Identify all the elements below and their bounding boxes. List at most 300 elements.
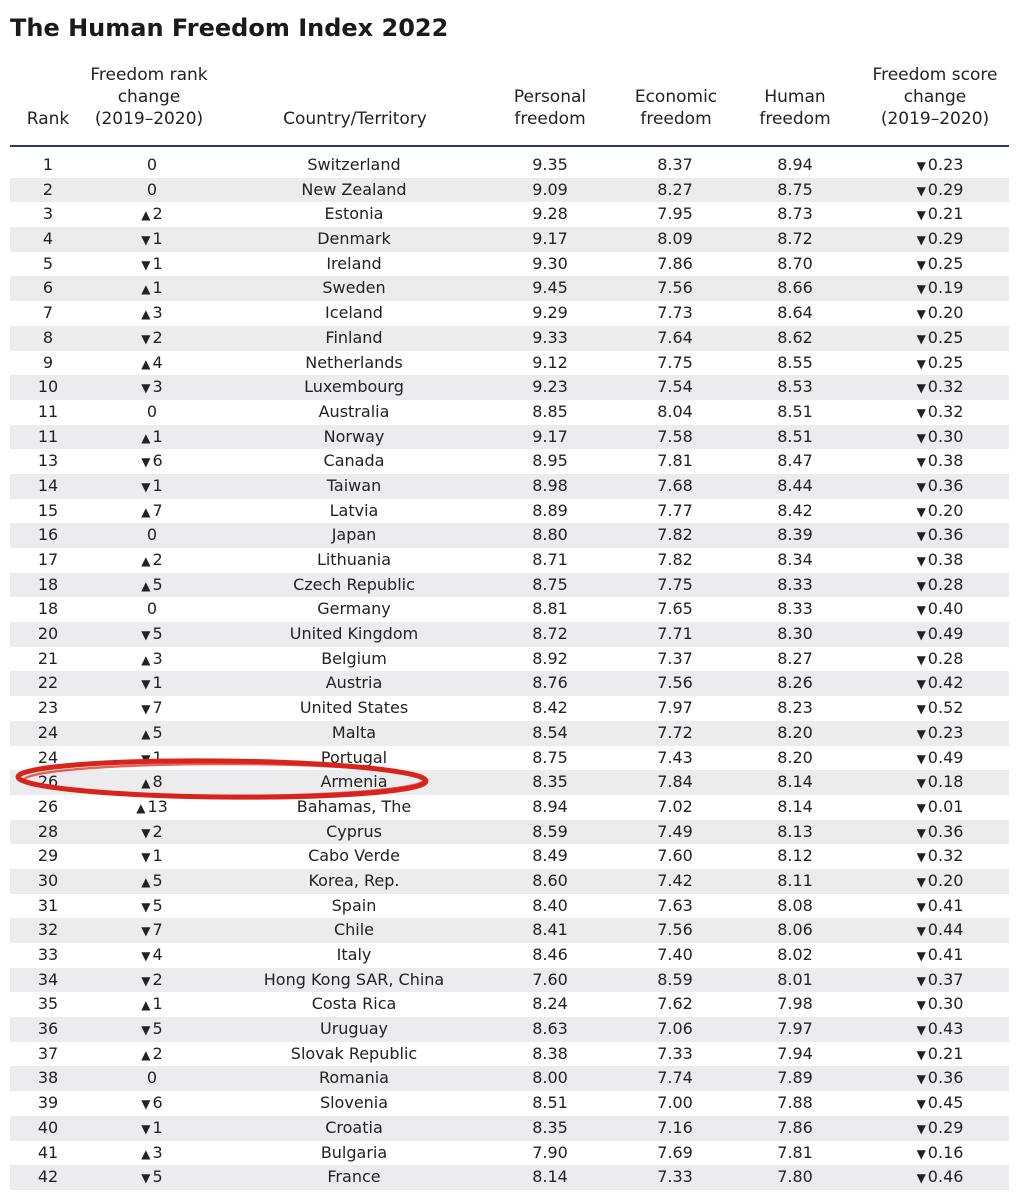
human-freedom-cell: 7.97 [777, 1019, 813, 1039]
personal-freedom-cell: 8.46 [532, 945, 568, 964]
rank-cell: 26 [37, 796, 59, 816]
rank-cell: 18 [37, 599, 59, 619]
human-freedom-cell: 8.47 [777, 451, 813, 471]
rank-cell: 36 [37, 1019, 59, 1039]
table-row [10, 474, 1009, 499]
rank-change-value: 1 [152, 475, 163, 495]
economic-freedom-cell: 7.33 [657, 1167, 693, 1187]
rank-change-value: 5 [152, 1167, 163, 1187]
country-cell: Romania [319, 1068, 389, 1088]
score-change-value: 0.36 [927, 1068, 964, 1088]
country-cell: Denmark [317, 229, 391, 249]
rank-cell: 33 [37, 945, 59, 964]
rank-change-value: 3 [152, 648, 163, 668]
score-change-cell [890, 499, 990, 525]
economic-freedom-cell: 7.82 [657, 550, 693, 569]
rank-down-icon: ▼ [141, 677, 151, 692]
score-change-value: 0.30 [927, 994, 964, 1014]
score-down-icon: ▼ [916, 356, 926, 371]
country-cell: Cabo Verde [308, 846, 400, 866]
table-row [10, 178, 1009, 203]
rank-up-icon: ▲ [141, 1047, 151, 1062]
rank-cell: 23 [37, 698, 59, 718]
personal-freedom-cell: 8.41 [532, 920, 568, 940]
rank-cell: 2 [42, 179, 54, 199]
rank-change-cell [106, 1141, 198, 1167]
rank-change-value: 13 [147, 796, 168, 816]
score-change-cell [890, 992, 990, 1018]
personal-freedom-cell: 8.75 [532, 747, 568, 767]
country-cell: Norway [323, 426, 385, 446]
score-change-cell [890, 943, 990, 969]
human-freedom-cell: 8.51 [777, 426, 813, 446]
economic-freedom-cell: 7.72 [657, 722, 693, 742]
rank-change-value: 1 [152, 229, 163, 249]
score-change-value: 0.46 [927, 1167, 964, 1187]
score-change-value: 0.19 [927, 278, 964, 298]
score-change-cell [890, 375, 990, 401]
human-freedom-cell: 8.55 [777, 352, 813, 372]
personal-freedom-cell: 8.85 [532, 401, 568, 421]
rank-change-value: 2 [152, 327, 163, 347]
rank-change-value: 0 [146, 599, 158, 619]
table-row [10, 795, 1009, 820]
score-change-cell [890, 1042, 990, 1068]
country-cell: Bulgaria [320, 1142, 388, 1162]
country-cell: Canada [323, 451, 385, 471]
rank-change-cell [106, 1017, 198, 1043]
score-down-icon: ▼ [916, 183, 926, 198]
human-freedom-cell: 7.98 [777, 994, 813, 1014]
table-row [10, 918, 1009, 943]
rank-cell: 6 [42, 278, 54, 298]
rank-down-icon: ▼ [141, 825, 151, 840]
human-freedom-cell: 7.81 [777, 1142, 813, 1162]
economic-freedom-cell: 7.75 [657, 574, 693, 594]
rank-change-cell [106, 1042, 198, 1068]
country-cell: Czech Republic [293, 574, 415, 594]
score-change-cell [890, 597, 990, 623]
score-change-value: 0.38 [927, 451, 964, 471]
rank-cell: 31 [37, 895, 59, 915]
score-down-icon: ▼ [916, 628, 926, 643]
economic-freedom-cell: 7.71 [657, 624, 693, 644]
score-change-value: 0.01 [927, 796, 964, 816]
score-change-value: 0.25 [927, 253, 964, 273]
rank-change-cell [106, 326, 198, 352]
rank-down-icon: ▼ [141, 702, 151, 717]
personal-freedom-cell: 7.60 [532, 969, 568, 989]
rank-change-value: 1 [152, 1117, 163, 1137]
economic-freedom-cell: 7.77 [657, 500, 693, 520]
rank-change-cell [106, 696, 198, 722]
column-header-score-change: Freedom score change (2019–2020) [872, 65, 998, 129]
personal-freedom-cell: 8.89 [532, 500, 568, 520]
score-down-icon: ▼ [916, 850, 926, 865]
economic-freedom-cell: 7.58 [657, 426, 693, 446]
personal-freedom-cell: 8.38 [532, 1043, 568, 1063]
score-change-cell [890, 523, 990, 549]
country-cell: Costa Rica [311, 994, 397, 1014]
personal-freedom-cell: 8.59 [532, 821, 568, 841]
human-freedom-cell: 8.73 [777, 204, 813, 224]
rank-change-value: 1 [152, 426, 163, 446]
table-row [10, 844, 1009, 869]
rank-change-cell [106, 449, 198, 475]
rank-up-icon: ▲ [141, 998, 151, 1013]
score-down-icon: ▼ [916, 504, 926, 519]
rank-cell: 34 [37, 969, 59, 989]
table-row [10, 1066, 1009, 1091]
personal-freedom-cell: 8.00 [532, 1068, 568, 1088]
economic-freedom-cell: 7.86 [657, 253, 693, 273]
rank-change-value: 5 [152, 574, 163, 594]
score-change-cell [890, 449, 990, 475]
human-freedom-cell: 8.66 [777, 278, 813, 298]
rank-change-cell [106, 573, 198, 599]
rank-down-icon: ▼ [141, 381, 151, 396]
human-freedom-cell: 8.75 [777, 179, 813, 199]
score-change-cell [890, 202, 990, 228]
economic-freedom-cell: 7.40 [657, 945, 693, 964]
personal-freedom-cell: 8.14 [532, 1167, 568, 1187]
rank-cell: 38 [37, 1068, 59, 1088]
rank-down-icon: ▼ [141, 628, 151, 643]
score-change-cell [890, 425, 990, 451]
score-down-icon: ▼ [916, 998, 926, 1013]
rank-change-value: 2 [152, 204, 163, 224]
rank-cell: 24 [37, 747, 59, 767]
economic-freedom-cell: 7.00 [657, 1093, 693, 1113]
rank-cell: 17 [37, 550, 59, 569]
score-change-cell [890, 869, 990, 895]
table-row [10, 276, 1009, 301]
score-down-icon: ▼ [916, 1023, 926, 1038]
score-change-value: 0.43 [927, 1019, 964, 1039]
score-change-cell [890, 844, 990, 870]
column-header-country: Country/Territory [283, 109, 427, 129]
country-cell: Sweden [322, 278, 386, 298]
rank-change-cell [106, 499, 198, 525]
rank-cell: 3 [42, 204, 54, 224]
human-freedom-cell: 8.27 [777, 648, 813, 668]
rank-change-value: 5 [152, 895, 163, 915]
table-row [10, 375, 1009, 400]
score-change-value: 0.28 [927, 648, 964, 668]
rank-change-cell [106, 178, 198, 203]
human-freedom-cell: 7.80 [777, 1167, 813, 1187]
score-change-value: 0.52 [927, 698, 964, 718]
score-down-icon: ▼ [916, 208, 926, 223]
personal-freedom-cell: 9.30 [532, 253, 568, 273]
economic-freedom-cell: 7.75 [657, 352, 693, 372]
economic-freedom-cell: 7.56 [657, 673, 693, 693]
table-row [10, 523, 1009, 548]
rank-cell: 9 [42, 352, 54, 372]
score-change-cell [890, 326, 990, 352]
score-change-value: 0.18 [927, 772, 964, 792]
score-change-value: 0.29 [927, 179, 964, 199]
economic-freedom-cell: 7.68 [657, 475, 693, 495]
economic-freedom-cell: 7.62 [657, 994, 693, 1014]
rank-down-icon: ▼ [141, 899, 151, 914]
table-row [10, 153, 1009, 178]
rank-down-icon: ▼ [141, 973, 151, 988]
rank-change-value: 3 [152, 1142, 163, 1162]
score-change-value: 0.28 [927, 574, 964, 594]
rank-down-icon: ▼ [141, 1121, 151, 1136]
score-change-value: 0.21 [927, 204, 964, 224]
score-change-value: 0.36 [927, 821, 964, 841]
rank-change-value: 7 [152, 920, 163, 940]
score-change-cell [890, 276, 990, 302]
score-change-value: 0.40 [927, 599, 964, 619]
score-change-value: 0.20 [927, 500, 964, 520]
table-row [10, 746, 1009, 771]
rank-down-icon: ▼ [141, 331, 151, 346]
economic-freedom-cell: 8.09 [657, 229, 693, 249]
table-row [10, 227, 1009, 252]
table-row [10, 671, 1009, 696]
rank-cell: 41 [37, 1142, 59, 1162]
rank-change-value: 8 [152, 772, 163, 792]
rank-down-icon: ▼ [141, 949, 151, 963]
rank-up-icon: ▲ [141, 652, 151, 667]
rank-change-cell [106, 548, 198, 574]
personal-freedom-cell: 8.98 [532, 475, 568, 495]
rank-change-cell [106, 1091, 198, 1117]
header-rule [10, 145, 1009, 147]
rank-cell: 24 [37, 722, 59, 742]
score-change-value: 0.20 [927, 870, 964, 890]
human-freedom-cell: 8.12 [777, 846, 813, 866]
rank-change-cell [106, 523, 198, 548]
human-freedom-cell: 7.86 [777, 1117, 813, 1137]
table-body [10, 153, 1009, 1190]
score-down-icon: ▼ [916, 159, 926, 173]
rank-change-value: 3 [152, 377, 163, 397]
score-down-icon: ▼ [916, 726, 926, 741]
score-change-value: 0.23 [927, 722, 964, 742]
column-header-human-freedom: Human freedom [759, 87, 831, 129]
score-down-icon: ▼ [916, 307, 926, 322]
human-freedom-cell: 7.88 [777, 1093, 813, 1113]
score-down-icon: ▼ [916, 1047, 926, 1062]
score-down-icon: ▼ [916, 800, 926, 815]
table-row [10, 202, 1009, 227]
rank-change-cell [106, 1116, 198, 1142]
rank-change-value: 5 [152, 1019, 163, 1039]
country-cell: New Zealand [301, 179, 407, 199]
table-row [10, 869, 1009, 894]
human-freedom-cell: 8.11 [777, 870, 813, 890]
rank-change-cell [106, 844, 198, 870]
rank-change-value: 3 [152, 303, 163, 323]
rank-change-cell [106, 770, 198, 796]
score-down-icon: ▼ [916, 1097, 926, 1112]
score-change-value: 0.25 [927, 327, 964, 347]
score-down-icon: ▼ [916, 874, 926, 889]
score-change-cell [890, 1141, 990, 1167]
score-down-icon: ▼ [916, 1171, 926, 1186]
personal-freedom-cell: 8.72 [532, 624, 568, 644]
rank-change-cell [106, 1066, 198, 1091]
economic-freedom-cell: 8.37 [657, 155, 693, 174]
rank-change-cell [106, 252, 198, 278]
table-header [10, 62, 1009, 144]
personal-freedom-cell: 8.81 [532, 599, 568, 619]
score-change-cell [890, 647, 990, 673]
score-down-icon: ▼ [916, 405, 926, 420]
score-change-value: 0.20 [927, 303, 964, 323]
rank-cell: 42 [37, 1167, 59, 1187]
rank-change-value: 0 [146, 525, 158, 545]
human-freedom-cell: 8.70 [777, 253, 813, 273]
country-cell: Latvia [329, 500, 379, 520]
rank-down-icon: ▼ [141, 751, 151, 766]
rank-change-cell [106, 943, 198, 969]
country-cell: Malta [331, 722, 377, 742]
score-down-icon: ▼ [916, 554, 926, 568]
table-row [10, 696, 1009, 721]
country-cell: Bahamas, The [296, 796, 412, 816]
rank-change-value: 2 [152, 969, 163, 989]
country-cell: Slovak Republic [290, 1043, 418, 1063]
score-down-icon: ▼ [916, 331, 926, 346]
score-change-cell [890, 474, 990, 500]
score-down-icon: ▼ [916, 677, 926, 692]
rank-cell: 29 [37, 846, 59, 866]
score-change-cell [890, 770, 990, 796]
personal-freedom-cell: 9.23 [532, 377, 568, 397]
score-change-value: 0.25 [927, 352, 964, 372]
score-change-cell [890, 178, 990, 204]
economic-freedom-cell: 7.95 [657, 204, 693, 224]
table-row [10, 1091, 1009, 1116]
table-row [10, 1141, 1009, 1166]
score-change-value: 0.29 [927, 229, 964, 249]
human-freedom-cell: 7.89 [777, 1068, 813, 1088]
rank-change-value: 0 [146, 155, 158, 174]
country-cell: United Kingdom [289, 624, 419, 644]
column-header-economic-freedom: Economic freedom [634, 87, 718, 129]
rank-change-cell [106, 968, 198, 994]
human-freedom-cell: 8.06 [777, 920, 813, 940]
table-row [10, 647, 1009, 672]
personal-freedom-cell: 8.95 [532, 451, 568, 471]
human-freedom-cell: 8.26 [777, 673, 813, 693]
human-freedom-cell: 8.23 [777, 698, 813, 718]
score-change-value: 0.42 [927, 673, 964, 693]
economic-freedom-cell: 7.63 [657, 895, 693, 915]
rank-change-value: 5 [152, 870, 163, 890]
rank-change-cell [106, 400, 198, 425]
score-change-cell [890, 746, 990, 772]
personal-freedom-cell: 9.33 [532, 327, 568, 347]
rank-change-value: 5 [152, 722, 163, 742]
score-change-cell [890, 1091, 990, 1117]
rank-cell: 18 [37, 574, 59, 594]
score-change-cell [890, 1116, 990, 1142]
rank-change-cell [106, 351, 198, 377]
rank-change-value: 2 [152, 1043, 163, 1063]
score-change-value: 0.36 [927, 525, 964, 545]
score-change-value: 0.49 [927, 747, 964, 767]
rank-down-icon: ▼ [141, 924, 151, 939]
score-down-icon: ▼ [916, 924, 926, 939]
human-freedom-cell: 8.14 [777, 772, 813, 792]
score-down-icon: ▼ [916, 282, 926, 297]
table-row [10, 301, 1009, 326]
country-cell: Cyprus [326, 821, 382, 841]
score-down-icon: ▼ [916, 233, 926, 248]
personal-freedom-cell: 9.45 [532, 278, 568, 298]
rank-change-value: 1 [152, 994, 163, 1014]
score-change-cell [890, 721, 990, 747]
rank-cell: 16 [37, 525, 59, 545]
table-row [10, 1116, 1009, 1141]
score-change-value: 0.41 [927, 895, 964, 915]
country-cell: Portugal [320, 747, 388, 767]
human-freedom-cell: 8.13 [777, 821, 813, 841]
country-cell: Slovenia [319, 1093, 389, 1113]
score-change-cell [890, 622, 990, 648]
table-row [10, 622, 1009, 647]
country-cell: Korea, Rep. [308, 870, 400, 890]
rank-cell: 11 [37, 426, 59, 446]
human-freedom-cell: 8.94 [777, 155, 813, 174]
rank-change-value: 7 [152, 500, 163, 520]
economic-freedom-cell: 7.60 [657, 846, 693, 866]
column-header-rank: Rank [26, 109, 70, 129]
economic-freedom-cell: 7.84 [657, 772, 693, 792]
country-cell: Switzerland [307, 155, 401, 174]
country-cell: Chile [333, 920, 375, 940]
score-change-cell [890, 795, 990, 821]
country-cell: Iceland [325, 303, 383, 323]
human-freedom-cell: 8.51 [777, 401, 813, 421]
personal-freedom-cell: 8.71 [532, 550, 568, 569]
score-change-cell [890, 671, 990, 697]
score-down-icon: ▼ [916, 702, 926, 717]
rank-change-value: 1 [152, 278, 163, 298]
economic-freedom-cell: 7.69 [657, 1142, 693, 1162]
rank-cell: 1 [42, 155, 54, 174]
human-freedom-cell: 8.01 [777, 969, 813, 989]
rank-down-icon: ▼ [141, 1171, 151, 1186]
score-change-cell [890, 153, 990, 179]
economic-freedom-cell: 7.16 [657, 1117, 693, 1137]
score-change-value: 0.21 [927, 1043, 964, 1063]
human-freedom-cell: 7.94 [777, 1043, 813, 1063]
rank-change-cell [106, 869, 198, 895]
personal-freedom-cell: 8.40 [532, 895, 568, 915]
table-row [10, 573, 1009, 598]
country-cell: Belgium [321, 648, 387, 668]
rank-cell: 4 [42, 229, 54, 249]
human-freedom-cell: 8.44 [777, 475, 813, 495]
table-row [10, 1042, 1009, 1067]
country-cell: France [327, 1167, 381, 1187]
personal-freedom-cell: 8.60 [532, 870, 568, 890]
economic-freedom-cell: 7.37 [657, 648, 693, 668]
country-cell: Japan [331, 525, 377, 545]
personal-freedom-cell: 8.24 [532, 994, 568, 1014]
score-down-icon: ▼ [916, 776, 926, 791]
table-row [10, 351, 1009, 376]
rank-change-value: 4 [152, 945, 163, 964]
economic-freedom-cell: 8.04 [657, 401, 693, 421]
